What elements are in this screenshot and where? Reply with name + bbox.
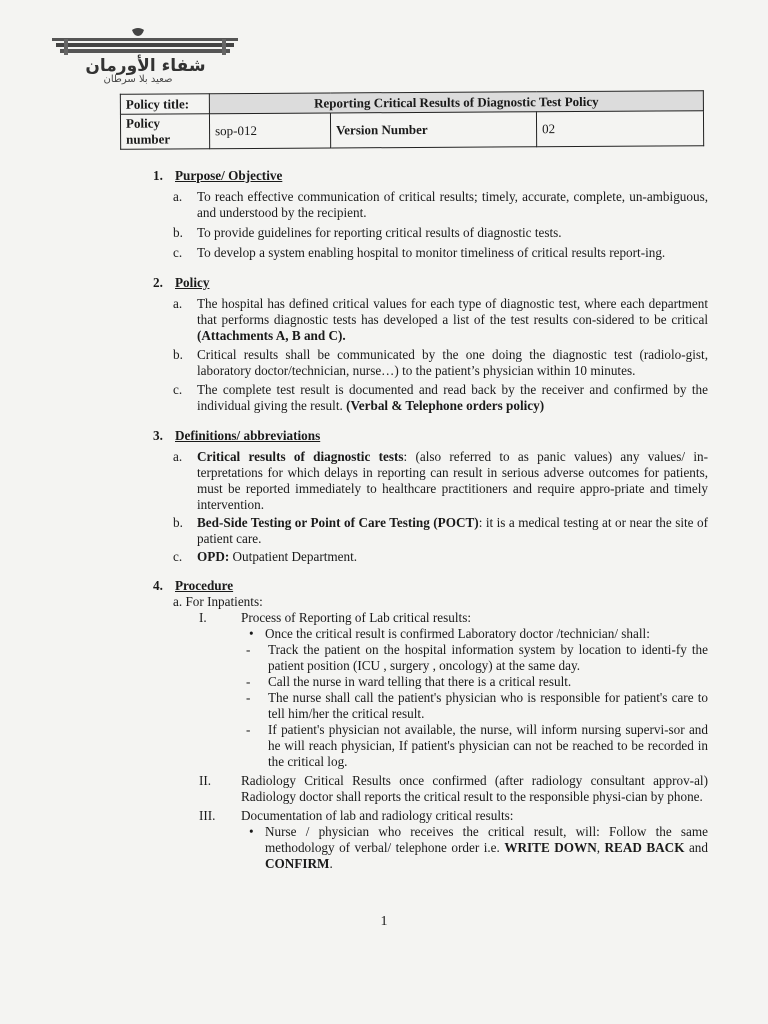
section-title: Purpose/ Objective [175, 168, 283, 183]
section-title: Policy [175, 275, 210, 290]
definition-item: c. OPD: Outpatient Department. [173, 549, 358, 564]
page-number: 1 [380, 914, 388, 929]
section-number: 4. [153, 578, 163, 593]
definition-item: b. Bed-Side Testing or Point of Care Testing (POCT): it is a medical testing at or near the site of patient care. [173, 515, 708, 546]
section-purpose-heading [153, 168, 708, 184]
list-item: a. The hospital has defined critical values for each type of diagnostic test, where each department that performs diagnostic tests has developed a list of the test results con-sidered to be critical (Attachments A, B and C). [173, 296, 708, 343]
dash-item: - The nurse shall call the patient's physician who is responsible for patient's care to tell him/her the critical result. [246, 690, 708, 721]
logo-arabic-name: شفاء الأورمان [85, 56, 206, 76]
policy-content [153, 168, 708, 872]
section-number: 3. [153, 428, 163, 443]
roman-item: III. Documentation of lab and radiology critical results: [199, 808, 514, 823]
definition-item: a. Critical results of diagnostic tests: (also referred to as panic values) any values/ in-terpretations for which delays in reporting can result in serious adverse outcomes for patients, must be reported immediately to healthcare practitioners and require appro-priate and timely intervention. [173, 449, 708, 512]
roman-item: II. Radiology Critical Results once confirmed (after radiology consultant approv-al) Radiology doctor shall reports the critical result to the responsible physi-cian by phone. [199, 773, 708, 804]
policy-title-value: Reporting Critical Results of Diagnostic Test Policy [209, 91, 703, 114]
bullet-item: • Once the critical result is confirmed Laboratory doctor /technician/ shall: [249, 626, 650, 641]
policy-header-table [120, 90, 704, 150]
policy-number-label: Policy number [120, 114, 209, 150]
roman-item: I. Process of Reporting of Lab critical results: [199, 610, 471, 625]
dash-item: - If patient's physician not available, the nurse, will inform nursing supervi-sor and he will reach physician, If patient's physician can not be reached to be recorded in the critical log. [246, 722, 708, 769]
section-policy-heading [153, 275, 708, 291]
section-number: 2. [153, 275, 163, 290]
dash-item: - Call the nurse in ward telling that there is a critical result. [246, 674, 572, 689]
policy-title-label: Policy title: [120, 94, 209, 115]
version-number-label: Version Number [330, 112, 536, 148]
bullet-item: • Nurse / physician who receives the critical result, will: Follow the same methodology of verbal/ telephone order i.e. WRITE DOWN, READ BACK and CONFIRM. [249, 824, 708, 871]
policy-number-value: sop-012 [209, 113, 330, 149]
list-item: b. To provide guidelines for reporting critical results of diagnostic tests. [173, 225, 562, 240]
list-item: c. To develop a system enabling hospital to monitor timeliness of critical results report-ing. [173, 245, 666, 260]
logo-arabic-slogan: صعيد بلا سرطان [103, 74, 173, 85]
section-number: 1. [153, 168, 163, 183]
section-title: Definitions/ abbreviations [175, 428, 321, 443]
version-number-value: 02 [536, 111, 703, 147]
section-definitions-heading [153, 428, 708, 444]
list-item: a. To reach effective communication of critical results; timely, accurate, complete, un-ambiguous, and understood by the recipient. [173, 189, 708, 220]
list-item: b. Critical results shall be communicated by the one doing the diagnostic test (radiolo-gist, laboratory doctor/technician, nurse…) to the patient’s physician within 10 minutes. [173, 347, 708, 378]
section-title: Procedure [175, 578, 234, 593]
section-procedure-heading [153, 578, 708, 594]
dash-item: - Track the patient on the hospital information system by location to identi-fy the patient position (ICU , surgery , oncology) at the same day. [246, 642, 708, 673]
list-item: a. For Inpatients: [173, 594, 263, 609]
list-item: c. The complete test result is documented and read back by the receiver and confirmed by the individual giving the result. (Verbal & Telephone orders policy) [173, 382, 708, 413]
